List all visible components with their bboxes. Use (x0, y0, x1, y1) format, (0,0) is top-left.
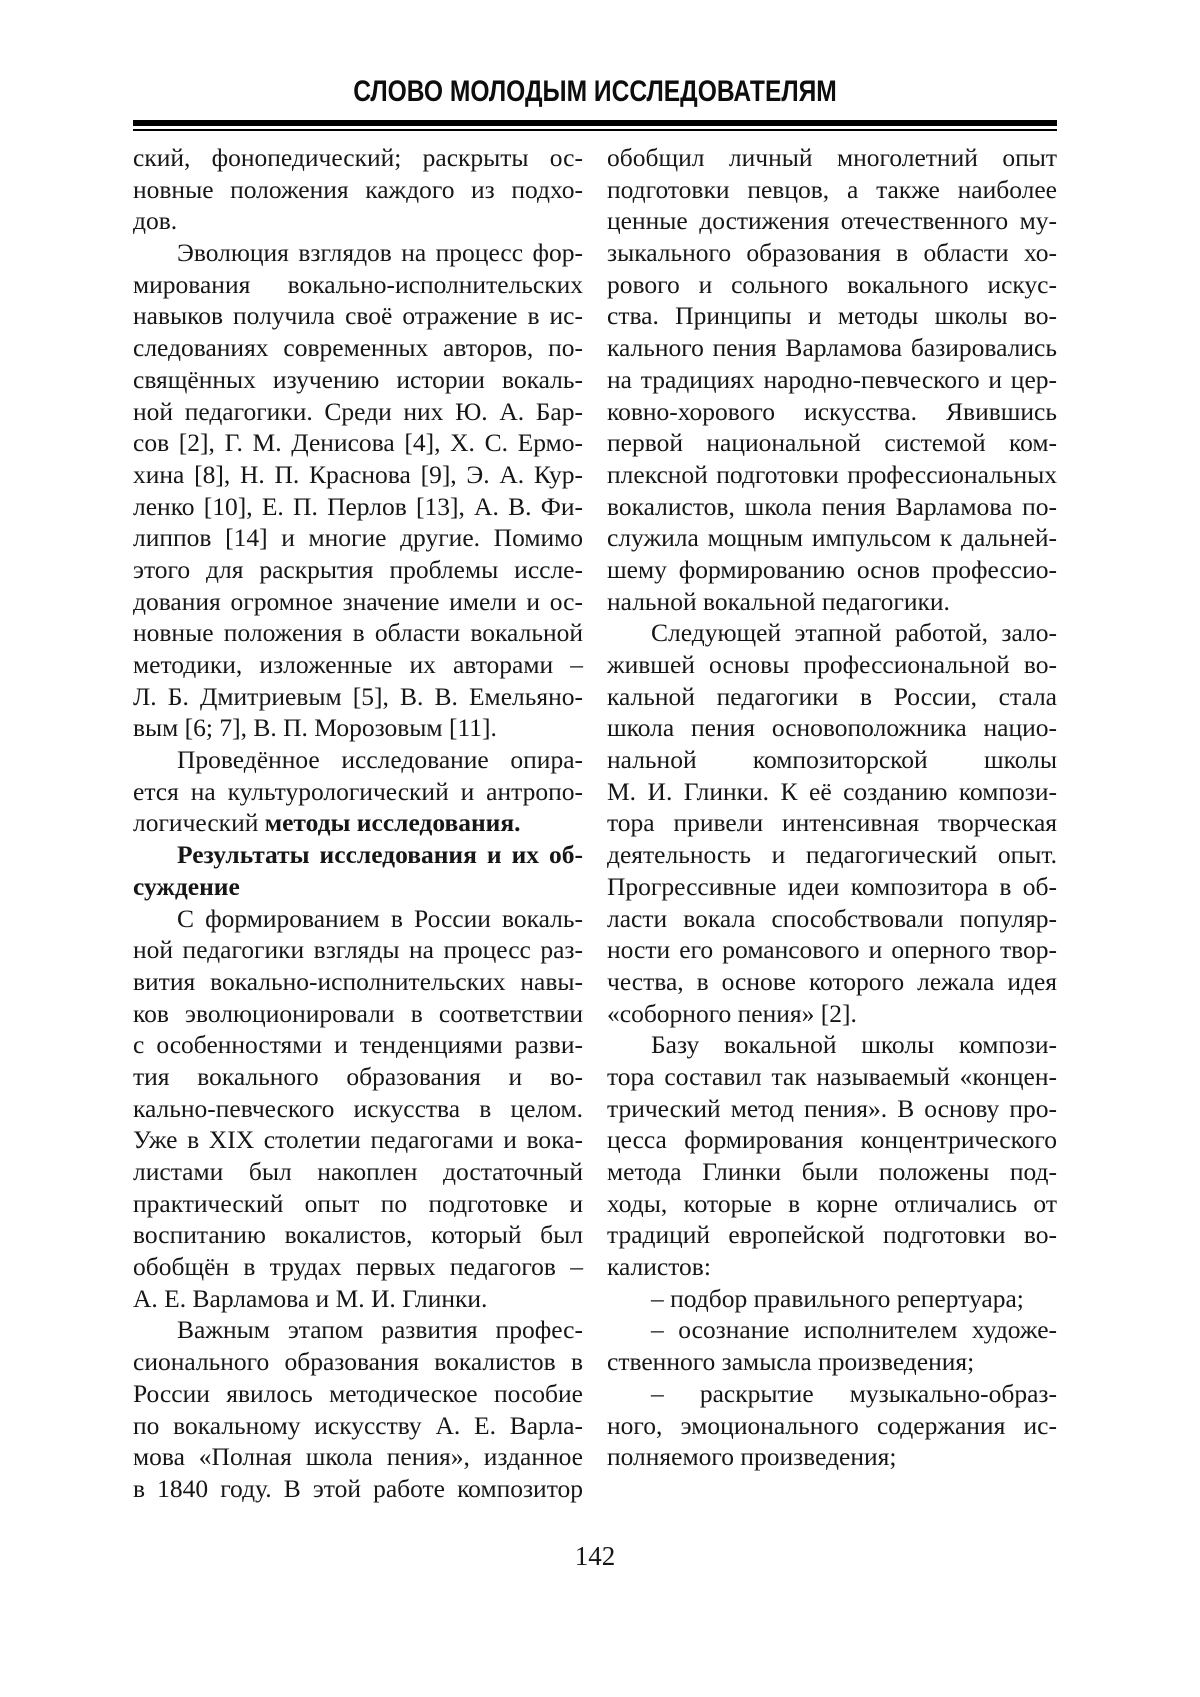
text-line: подготовки певцов, а также наиболее (607, 174, 1057, 204)
text-line: – подбор правильного репертуара; (651, 1283, 1024, 1313)
text-line: логический методы исследования. (133, 808, 521, 838)
text-line: с особенностями и тенденциями разви- (133, 1030, 583, 1060)
text-line: цесса формирования концентрического (607, 1125, 1057, 1155)
text-line: ной педагогики. Среди них Ю. А. Бар- (133, 396, 583, 426)
text-line: на традициях народно-певческого и цер- (607, 364, 1057, 394)
text-line: России явилось методическое пособие (133, 1378, 583, 1408)
text-line: ков эволюционировали в соответствии (133, 998, 583, 1028)
text-line: кально-певческого искусства в целом. (133, 1093, 583, 1123)
text-line: Важным этапом развития профес- (177, 1315, 583, 1345)
text-line: вокалистов, школа пения Варламова по- (607, 491, 1057, 521)
text-line: кального пения Варламова базировались (607, 333, 1057, 363)
text-line: мова «Полная школа пения», изданное (133, 1442, 583, 1472)
text-line: служила мощным импульсом к дальней- (607, 523, 1057, 553)
text-line: школа пения основоположника нацио- (607, 713, 1057, 743)
text-line: – раскрытие музыкально-образ- (651, 1378, 1057, 1408)
text-line: полняемого произведения; (607, 1442, 897, 1472)
text-line: ется на культурологический и антропо- (133, 776, 583, 806)
text-line: новные положения каждого из подхо- (133, 174, 583, 204)
text-line: «соборного пения» [2]. (607, 998, 857, 1028)
header-rule-thick (133, 120, 1057, 126)
text-line: ленко [10], Е. П. Перлов [13], А. В. Фи- (133, 491, 583, 521)
text-line: Результаты исследования и их об- (177, 840, 583, 870)
text-line: хина [8], Н. П. Краснова [9], Э. А. Кур- (133, 459, 583, 489)
text-line: ной педагогики взгляды на процесс раз- (133, 935, 583, 965)
text-line: мирования вокально-исполнительских (133, 269, 583, 299)
text-line: традиций европейской подготовки во- (607, 1220, 1057, 1250)
text-line: ности его романсового и оперного твор- (607, 935, 1057, 965)
text-line: нальной композиторской школы (607, 745, 1057, 775)
page-footer (133, 1541, 1057, 1572)
text-line: Л. Б. Дмитриевым [5], В. В. Емельяно- (133, 681, 583, 711)
text-line: навыков получила своё отражение в ис- (133, 301, 583, 331)
text-line: ходы, которые в корне отличались от (607, 1188, 1057, 1218)
text-line: М. И. Глинки. К её созданию компози- (607, 776, 1057, 806)
text-line: деятельность и педагогический опыт. (607, 840, 1057, 870)
text-line: ский, фонопедический; раскрыты ос- (133, 143, 583, 172)
text-line: в 1840 году. В этой работе композитор (133, 1473, 583, 1503)
text-line: липпов [14] и многие другие. Помимо (133, 523, 583, 553)
text-line: этого для раскрытия проблемы иссле- (133, 554, 583, 584)
text-line: дов. (133, 206, 178, 236)
text-block (133, 0, 1057, 1572)
text-line: сионального образования вокалистов в (133, 1347, 583, 1377)
text-line: сов [2], Г. М. Денисова [4], Х. С. Ермо- (133, 428, 583, 458)
text-line: нальной вокальной педагогики. (607, 586, 950, 616)
text-line: вития вокально-исполнительских навы- (133, 966, 583, 996)
text-line: практический опыт по подготовке и (133, 1188, 583, 1218)
text-line: чества, в основе которого лежала идея (607, 966, 1057, 996)
text-line: методики, изложенные их авторами – (133, 650, 583, 679)
text-line: листами был накоплен достаточный (133, 1157, 583, 1186)
text-line: следованиях современных авторов, по- (133, 333, 583, 363)
right-column (607, 142, 1057, 1505)
text-line: по вокальному искусству А. Е. Варла- (133, 1410, 583, 1440)
text-line: ласти вокала способствовали популяр- (607, 903, 1057, 933)
text-line: кальной педагогики в России, стала (607, 681, 1057, 711)
text-line: зыкального образования в области хо- (607, 238, 1057, 268)
text-line: Прогрессивные идеи композитора в об- (607, 871, 1057, 901)
header-rule-thin (133, 129, 1057, 131)
text-line: ценные достижения отечественного му- (607, 206, 1057, 236)
text-line: новные положения в области вокальной (133, 618, 583, 648)
left-column (133, 142, 583, 1505)
text-line: С формированием в России вокаль- (177, 903, 583, 933)
text-line: тора привели интенсивная творческая (607, 808, 1057, 838)
text-line: калистов: (607, 1252, 711, 1282)
text-line: шему формированию основ профессио- (607, 554, 1057, 584)
text-line: дования огромное значение имели и ос- (133, 586, 583, 616)
text-line: ковно-хорового искусства. Явившись (607, 396, 1057, 426)
text-line: воспитанию вокалистов, который был (133, 1220, 583, 1250)
running-head: СЛОВО МОЛОДЫМ ИССЛЕДОВАТЕЛЯМ (353, 75, 837, 108)
text-line: вым [6; 7], В. П. Морозовым [11]. (133, 713, 497, 743)
text-line: обобщён в трудах первых педагогов – (133, 1252, 583, 1282)
article-body (133, 142, 1057, 1505)
text-line: рового и сольного вокального искус- (607, 269, 1057, 299)
text-line: Следующей этапной работой, зало- (651, 618, 1057, 648)
text-line: трический метод пения». В основу про- (607, 1093, 1057, 1123)
text-line: суждение (133, 871, 240, 901)
text-line: тия вокального образования и во- (133, 1061, 583, 1091)
text-line: жившей основы профессиональной во- (607, 650, 1057, 679)
text-line: Проведённое исследование опира- (177, 745, 583, 775)
text-line: обобщил личный многолетний опыт (607, 143, 1057, 172)
text-line: плексной подготовки профессиональных (607, 459, 1057, 489)
text-line: тора составил так называемый «концен- (607, 1061, 1057, 1091)
text-line: Базу вокальной школы компози- (651, 1030, 1057, 1060)
text-line: – осознание исполнителем художе- (651, 1315, 1057, 1345)
text-line: первой национальной системой ком- (607, 428, 1057, 458)
text-line: Эволюция взглядов на процесс фор- (177, 238, 583, 268)
text-line: свящённых изучению истории вокаль- (133, 364, 583, 394)
text-line: ственного замысла произведения; (607, 1347, 975, 1377)
text-line: Уже в XIX столетии педагогами и вока- (133, 1125, 583, 1155)
text-line: ного, эмоционального содержания ис- (607, 1410, 1057, 1440)
page-number: 142 (574, 1540, 616, 1571)
text-line: А. Е. Варламова и М. И. Глинки. (133, 1283, 488, 1313)
header-rule (133, 120, 1057, 131)
text-line: метода Глинки были положены под- (607, 1157, 1057, 1186)
text-line: ства. Принципы и методы школы во- (607, 301, 1057, 331)
